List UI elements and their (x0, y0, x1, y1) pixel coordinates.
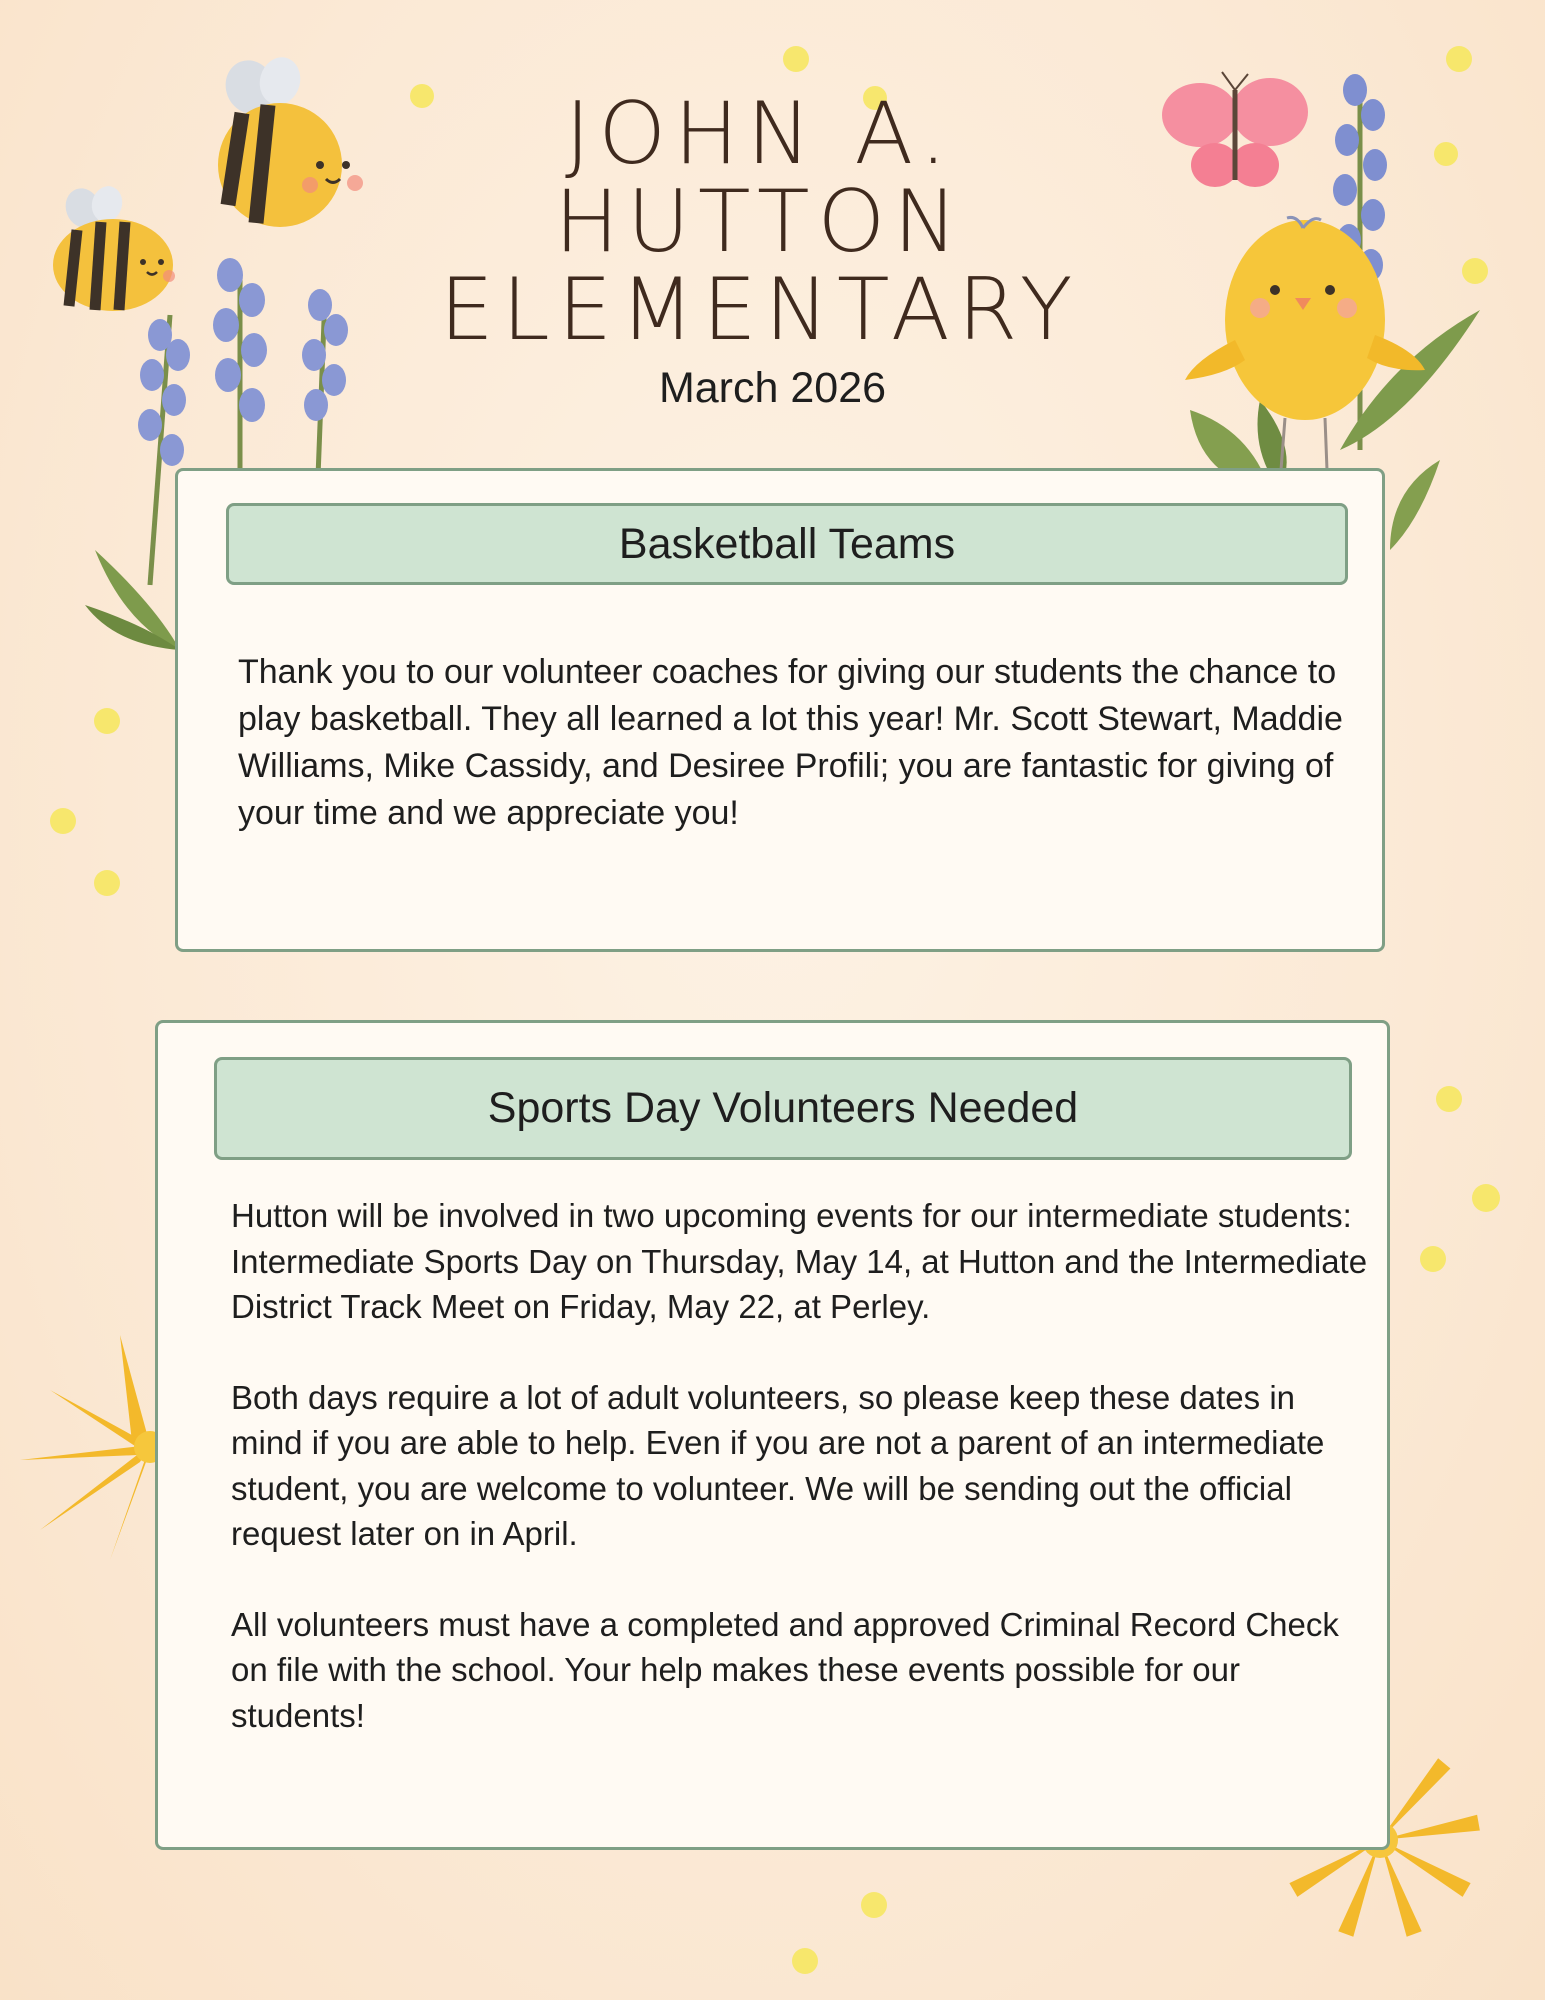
decor-dot (792, 1948, 818, 1974)
section-heading: Sports Day Volunteers Needed (214, 1057, 1352, 1160)
sports-day-card (155, 1020, 1390, 1850)
section-heading: Basketball Teams (226, 503, 1348, 585)
decor-dot (94, 708, 120, 734)
paragraph: Both days require a lot of adult volunteers, so please keep these dates in mind if you are able to help. Even if you are not a parent of an intermediate student, you are welcome to volunteer. We will be sending out the official request later on in April. (231, 1378, 1325, 1552)
decor-dot (861, 1892, 887, 1918)
issue-date: March 2026 (658, 364, 887, 412)
section-body (238, 649, 1348, 837)
paragraph: Thank you to our volunteer coaches for giving our students the chance to play basketball. They all learned a lot this year! Mr. Scott Stewart, Maddie Williams, Mike Cassidy, and Desiree Profili; you are fantastic for giving of your time and we appreciate you! (238, 653, 1343, 832)
yellow-flower-icon (20, 1330, 160, 1560)
decor-dot (94, 870, 120, 896)
paragraph: All volunteers must have a completed and approved Criminal Record Check on file with the school. Your help makes these events possible for our students! (231, 1605, 1339, 1734)
decor-dot (1436, 1086, 1462, 1112)
section-body (231, 1193, 1371, 1738)
decor-dot (1462, 258, 1488, 284)
decor-dot (1434, 142, 1458, 166)
basketball-card (175, 468, 1385, 952)
school-name-line: ELEMENTARY (439, 260, 1081, 360)
decor-dot (783, 46, 809, 72)
decor-dot (1420, 1246, 1446, 1272)
school-name-line: JOHN A. (564, 84, 956, 184)
paragraph: Hutton will be involved in two upcoming events for our intermediate students: Intermediate Sports Day on Thursday, May 14, at Hutton and the Intermediate District Track Meet on Friday, May 22, at Perley. (231, 1197, 1368, 1325)
school-name-line: HUTTON (554, 172, 966, 272)
decor-dot (1446, 46, 1472, 72)
leaf-icon (85, 545, 180, 655)
school-name (330, 84, 1190, 360)
decor-dot (1472, 1184, 1500, 1212)
chick-icon (1175, 210, 1435, 480)
decor-dot (50, 808, 76, 834)
